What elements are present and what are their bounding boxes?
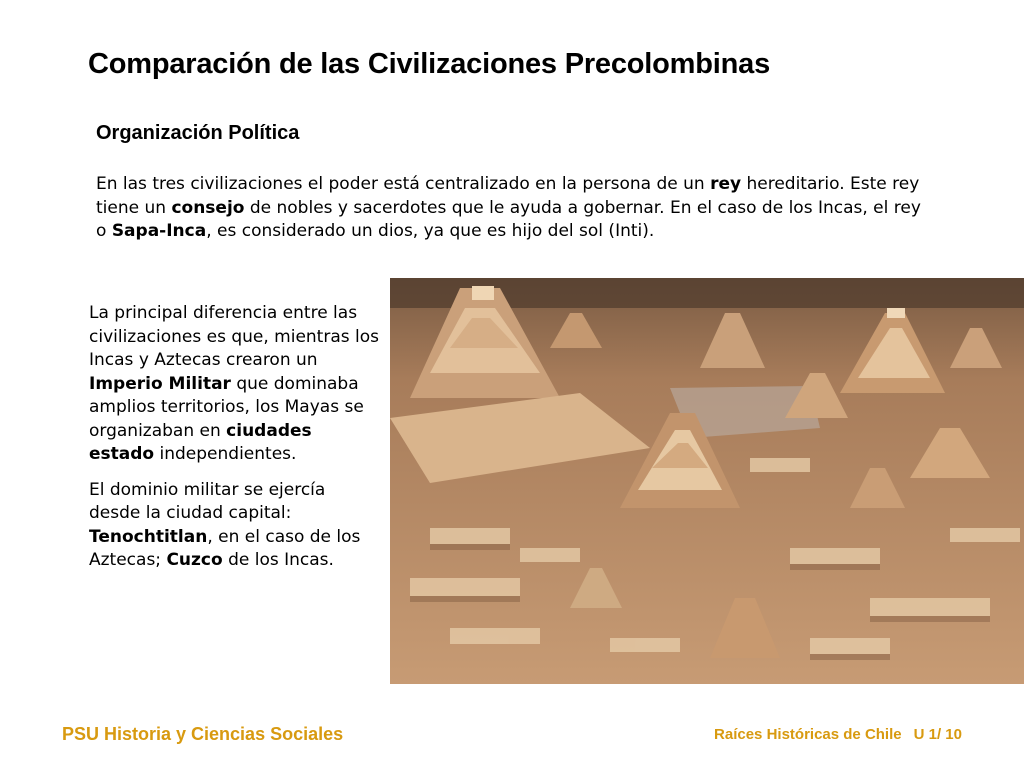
difference-paragraph: La principal diferencia entre las civilizaciones es que, mientras los Incas y Aztecas crearon un Imperio Militar que dominaba amplios territorios, los Mayas se organizaban en ciudades estado independientes. [89,303,379,464]
footer-course-title: PSU Historia y Ciencias Sociales [62,724,344,744]
section-subtitle: Organización Política [96,122,300,144]
bold-term-consejo: consejo [171,197,245,218]
footer-unit-info [714,724,962,746]
intro-paragraph: En las tres civilizaciones el poder está centralizado en la persona de un rey hereditario. Este rey tiene un consejo de nobles y sacerdotes que le ayuda a gobernar. En el caso de los Incas, el rey o Sapa-Inca, es considerado un dios, ya que es hijo del sol (Inti). [96,174,921,241]
bold-term-rey: rey [710,174,742,194]
slide-title: Comparación de las Civilizaciones Precolombinas [88,48,770,80]
city-model-illustration [390,278,1024,684]
bold-term-ciudades-estado: ciudades estado [89,420,312,464]
bold-term-tenochtitlan: Tenochtitlan [89,526,208,547]
side-text-column [89,302,379,573]
bold-term-sapa-inca: Sapa-Inca [111,221,207,241]
capital-paragraph: El dominio militar se ejercía desde la ciudad capital: Tenochtitlan, en el caso de los Aztecas; Cuzco de los Incas. [89,479,361,570]
city-model-photo [390,278,1024,684]
bold-term-imperio-militar: Imperio Militar [89,373,231,394]
footer-page-number: U 1/ 10 [913,726,962,743]
bold-term-cuzco: Cuzco [166,550,223,570]
footer-unit-title: Raíces Históricas de Chile [714,726,902,743]
